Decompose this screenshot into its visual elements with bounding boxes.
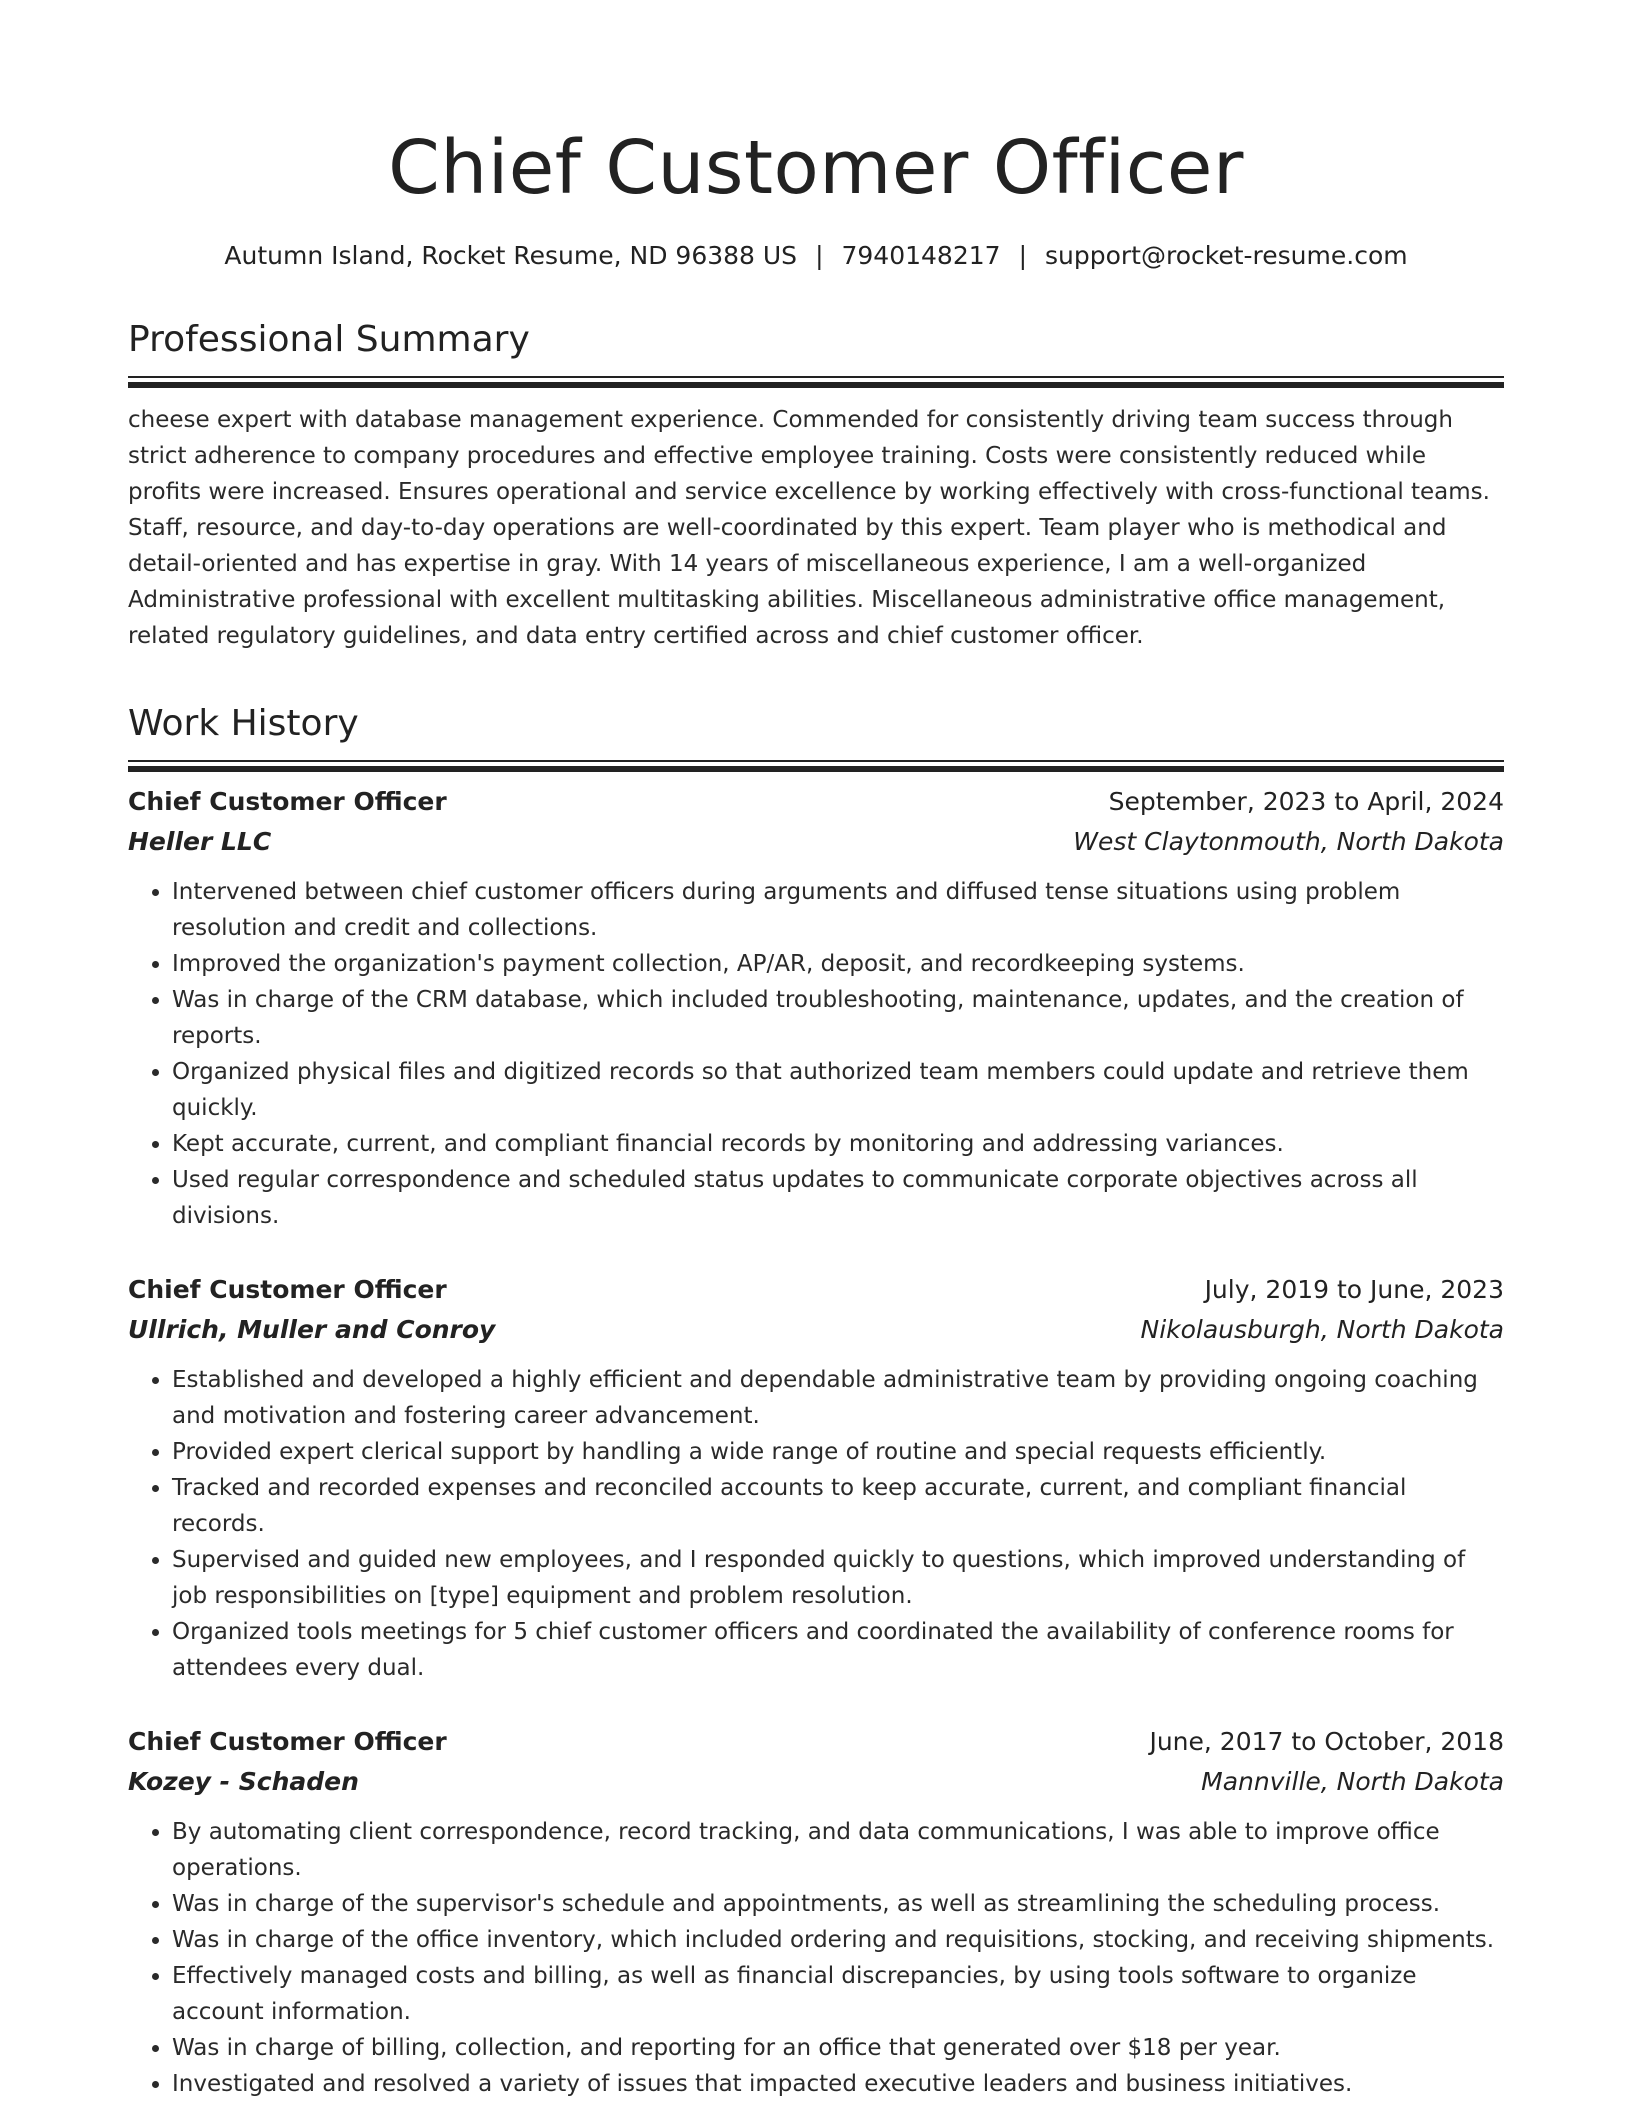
job-bullet: • Effectively managed costs and billing, as well as financial discrepancies, by using tools software to organize account information.: [172, 1958, 1504, 2030]
job-entry: [128, 1270, 1504, 1686]
contact-phone: 7940148217: [841, 241, 1001, 270]
job-title: Chief Customer Officer: [128, 1727, 447, 1756]
resume-page: [128, 118, 1504, 2102]
job-company: Ullrich, Muller and Conroy: [128, 1315, 496, 1344]
section-title-work-history: Work History: [128, 703, 359, 744]
contact-separator: |: [1018, 241, 1027, 270]
job-header-row: [128, 1270, 1504, 1310]
job-bullet: • By automating client correspondence, record tracking, and data communications, I was able to improve office operations.: [172, 1814, 1504, 1886]
job-header-row: [128, 1722, 1504, 1762]
job-bullet: • Was in charge of the office inventory, which included ordering and requisitions, stocking, and receiving shipments.: [172, 1922, 1504, 1958]
job-bullet-list: [128, 1814, 1504, 2102]
job-title: Chief Customer Officer: [128, 1275, 447, 1304]
job-bullet-list: [128, 874, 1504, 1234]
job-location: Nikolausburgh, North Dakota: [1140, 1315, 1504, 1344]
job-location: Mannville, North Dakota: [1201, 1767, 1504, 1796]
job-dates: June, 2017 to October, 2018: [1149, 1727, 1504, 1756]
section-title-summary: Professional Summary: [128, 319, 530, 360]
contact-email: support@rocket-resume.com: [1045, 241, 1408, 270]
job-bullet: • Was in charge of billing, collection, and reporting for an office that generated over $18 per year.: [172, 2030, 1504, 2066]
job-bullet: • Tracked and recorded expenses and reconciled accounts to keep accurate, current, and compliant financial records.: [172, 1470, 1504, 1542]
job-bullet: • Supervised and guided new employees, and I responded quickly to questions, which improved understanding of job responsibilities on [type] equipment and problem resolution.: [172, 1542, 1504, 1614]
job-bullet: • Investigated and resolved a variety of issues that impacted executive leaders and business initiatives.: [172, 2066, 1504, 2102]
job-bullet: • Was in charge of the supervisor's schedule and appointments, as well as streamlining the scheduling process.: [172, 1886, 1504, 1922]
job-dates: September, 2023 to April, 2024: [1108, 787, 1504, 816]
job-header-row: [128, 782, 1504, 822]
job-bullet: • Provided expert clerical support by handling a wide range of routine and special requests efficiently.: [172, 1434, 1504, 1470]
job-company: Kozey - Schaden: [128, 1767, 359, 1796]
job-entry: [128, 782, 1504, 1234]
job-bullet: • Intervened between chief customer officers during arguments and diffused tense situations using problem resolution and credit and collections.: [172, 874, 1504, 946]
job-bullet: • Was in charge of the CRM database, which included troubleshooting, maintenance, updates, and the creation of reports.: [172, 982, 1504, 1054]
section-divider: [128, 376, 1504, 388]
section-divider: [128, 760, 1504, 772]
job-location: West Claytonmouth, North Dakota: [1073, 827, 1504, 856]
job-bullet: • Organized tools meetings for 5 chief customer officers and coordinated the availability of conference rooms for attendees every dual.: [172, 1614, 1504, 1686]
job-bullet: • Used regular correspondence and scheduled status updates to communicate corporate objectives across all divisions.: [172, 1162, 1504, 1234]
job-bullet: • Improved the organization's payment collection, AP/AR, deposit, and recordkeeping systems.: [172, 946, 1504, 982]
job-bullet: • Established and developed a highly efficient and dependable administrative team by providing ongoing coaching and motivation and fostering career advancement.: [172, 1362, 1504, 1434]
contact-line: [128, 236, 1504, 276]
job-bullet-list: [128, 1362, 1504, 1686]
job-company-row: [128, 822, 1504, 862]
candidate-name: Chief Customer Officer: [388, 125, 1244, 211]
job-company: Heller LLC: [128, 827, 272, 856]
job-company-row: [128, 1310, 1504, 1350]
job-title: Chief Customer Officer: [128, 787, 447, 816]
job-dates: July, 2019 to June, 2023: [1204, 1275, 1504, 1304]
job-company-row: [128, 1762, 1504, 1802]
summary-text: cheese expert with database management experience. Commended for consistently driving team success through strict adherence to company procedures and effective employee training. Costs were consistently reduced while profits were increased. Ensures operational and service excellence by working effectively with cross-functional teams. Staff, resource, and day-to-day operations are well-coordinated by this expert. Team player who is methodical and detail-oriented and has expertise in gray. With 14 years of miscellaneous experience, I am a well-organized Administrative professional with excellent multitasking abilities. Miscellaneous administrative office management, related regulatory guidelines, and data entry certified across and chief customer officer.: [128, 407, 1490, 649]
contact-separator: |: [815, 241, 824, 270]
job-bullet: • Organized physical files and digitized records so that authorized team members could update and retrieve them quickly.: [172, 1054, 1504, 1126]
job-bullet: • Kept accurate, current, and compliant financial records by monitoring and addressing variances.: [172, 1126, 1504, 1162]
job-entry: [128, 1722, 1504, 2102]
contact-address: Autumn Island, Rocket Resume, ND 96388 US: [224, 241, 798, 270]
